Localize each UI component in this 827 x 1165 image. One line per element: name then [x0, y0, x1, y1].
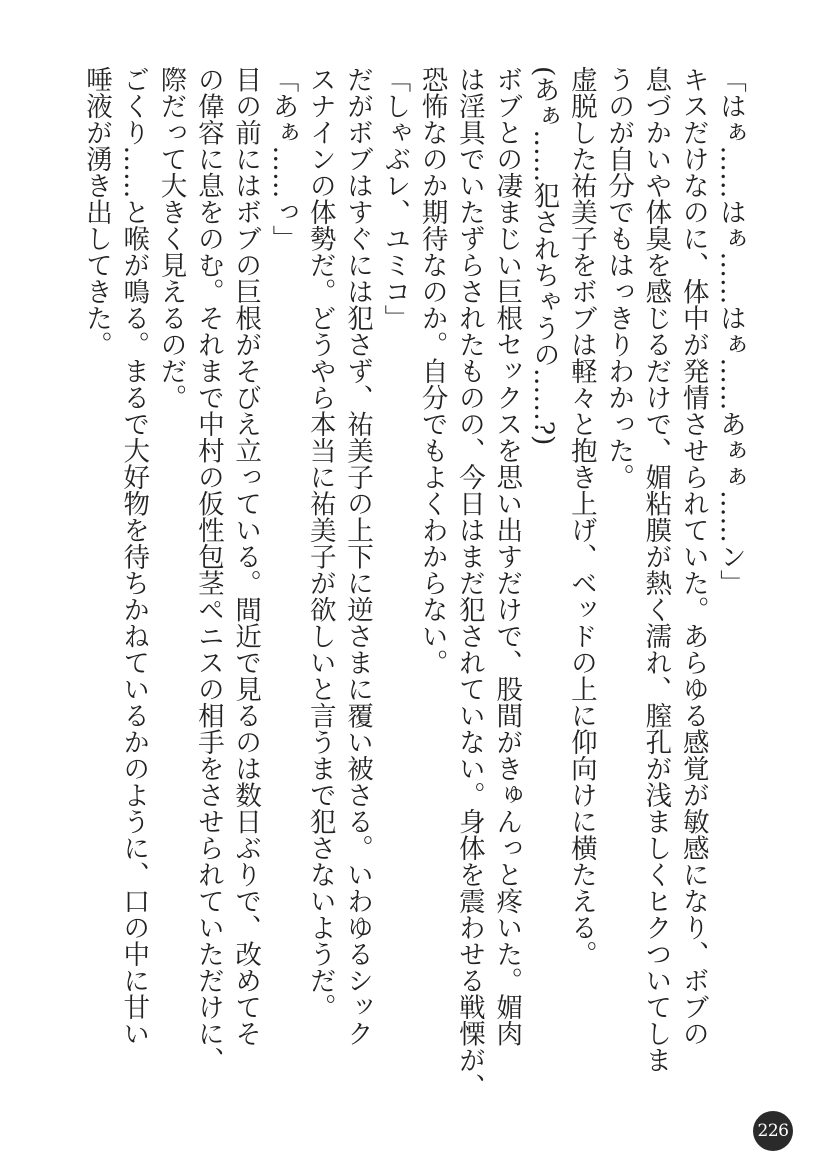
text-line: 息づかいや体臭を感じるだけで、媚粘膜が熱く濡れ、膣孔が浅ましくヒクついてしま [640, 66, 672, 1073]
text-line: キスだけなのに、体中が発情させられていた。あらゆる感覚が敏感になり、ボブの [677, 66, 709, 1047]
text-line: ごくり……と喉が鳴る。まるで大好物を待ちかねているかのように、口の中に甘い [118, 66, 150, 1047]
text-line: だがボブはすぐには犯さず、祐美子の上下に逆さまに覆い被さる。いわゆるシック [342, 66, 374, 1047]
text-line: (あぁ……犯されちゃうの……?) [528, 66, 560, 446]
text-line: 際だって大きく見えるのだ。 [155, 66, 187, 411]
text-line: の偉容に息をのむ。それまで中村の仮性包茎ペニスの相手をさせられていただけに、 [192, 66, 224, 1073]
text-line: 「あぁ……っ」 [267, 66, 299, 252]
text-line: 唾液が湧き出してきた。 [80, 66, 112, 358]
page-number-badge: 226 [753, 1111, 793, 1151]
text-line: 「しゃぶレ、ユミコ」 [379, 66, 411, 331]
text-line: は淫具でいたずらされたものの、今日はまだ犯されていない。身体を震わせる戦慄が、 [453, 66, 485, 1100]
text-line: 虚脱した祐美子をボブは軽々と抱き上げ、ベッドの上に仰向けに横たえる。 [565, 66, 597, 967]
text-line: 「はぁ……はぁ……はぁ……あぁぁ……ン」 [715, 66, 746, 596]
text-line: 目の前にはボブの巨根がそびえ立っている。間近で見るのは数日ぶりで、改めてそ [230, 66, 262, 1047]
text-line: うのが自分でもはっきりわかった。 [603, 66, 635, 490]
body-text [78, 66, 749, 1100]
text-line: 恐怖なのか期待なのか。自分でもよくわからない。 [416, 66, 448, 676]
text-line: ボブとの凄まじい巨根セックスを思い出すだけで、股間がきゅんっと疼いた。媚肉 [491, 66, 523, 1047]
text-line: スナインの体勢だ。どうやら本当に祐美子が欲しいと言うまで犯さないようだ。 [304, 66, 336, 1020]
